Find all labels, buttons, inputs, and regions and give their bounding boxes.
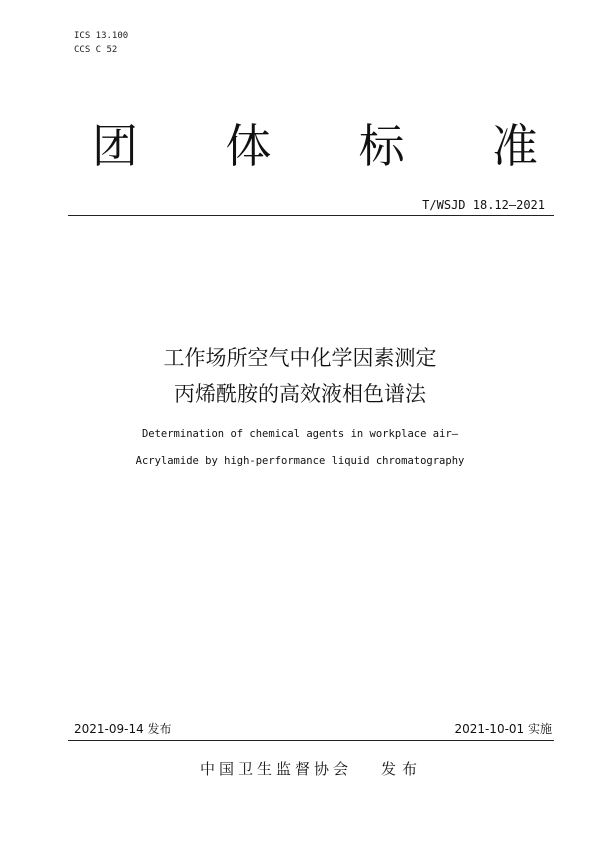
chinese-title-line-2: 丙烯酰胺的高效液相色谱法 bbox=[174, 382, 426, 406]
classification-codes bbox=[74, 29, 128, 57]
english-title-line-2: Acrylamide by high-performance liquid chromatography bbox=[135, 455, 465, 467]
document-type-char: 团 bbox=[92, 119, 138, 173]
english-title-line-1: Determination of chemical agents in workplace air— bbox=[141, 428, 459, 440]
document-type-char: 标 bbox=[358, 119, 405, 173]
ics-code: ICS 13.100 bbox=[74, 31, 129, 41]
bottom-divider bbox=[68, 740, 554, 741]
document-type-title bbox=[92, 118, 538, 174]
chinese-title-line-1: 工作场所空气中化学因素测定 bbox=[163, 346, 437, 370]
ccs-code: CCS C 52 bbox=[74, 45, 118, 55]
top-divider bbox=[68, 215, 554, 216]
effective-date: 2021-10-01 实施 bbox=[454, 722, 552, 736]
standard-number: T/WSJD 18.12—2021 bbox=[422, 198, 545, 212]
publisher-name: 中国卫生监督协会 bbox=[200, 760, 353, 778]
document-type-char: 准 bbox=[491, 119, 538, 173]
document-type-char: 体 bbox=[225, 119, 272, 173]
issue-date: 2021-09-14 发布 bbox=[74, 722, 172, 736]
publisher-action: 发布 bbox=[381, 760, 424, 778]
